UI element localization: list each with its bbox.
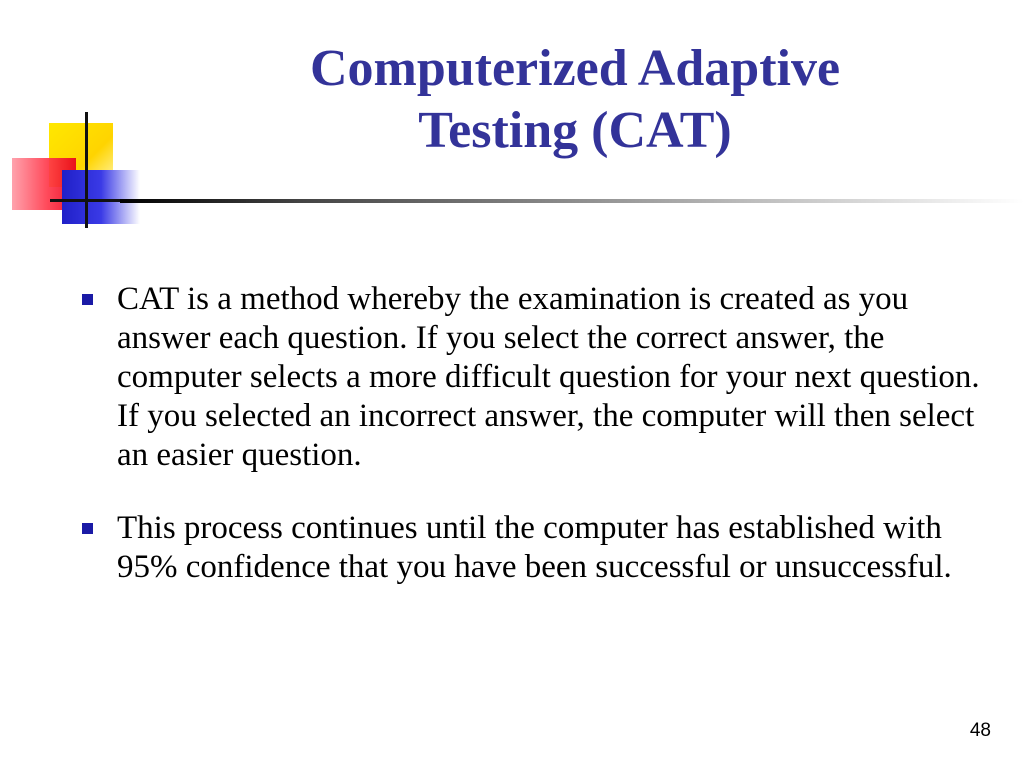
bullet-list (80, 280, 1000, 621)
title-line-1: Computerized Adaptive (309, 40, 841, 97)
bullet-text-1: CAT is a method whereby the examination is created as you answer each question. If you select the correct answer, the computer selects a more difficult question for your next question. If you selected an incorrect answer, the computer will then select an easier question. (117, 281, 980, 473)
page-number: 48 (969, 720, 991, 741)
vertical-divider (85, 112, 88, 228)
title-underline (120, 199, 1024, 203)
title-line-2: Testing (CAT) (418, 102, 732, 159)
blue-square-icon (62, 170, 140, 224)
slide-title (200, 38, 950, 162)
decorative-logo (0, 0, 150, 240)
square-bullet-icon (82, 523, 93, 534)
bullet-item-2 (80, 509, 1000, 587)
bullet-text-2: This process continues until the computer has established with 95% confidence that you have been successful or unsuccessful. (117, 510, 952, 585)
square-bullet-icon (82, 294, 93, 305)
bullet-item-1 (80, 280, 1000, 475)
